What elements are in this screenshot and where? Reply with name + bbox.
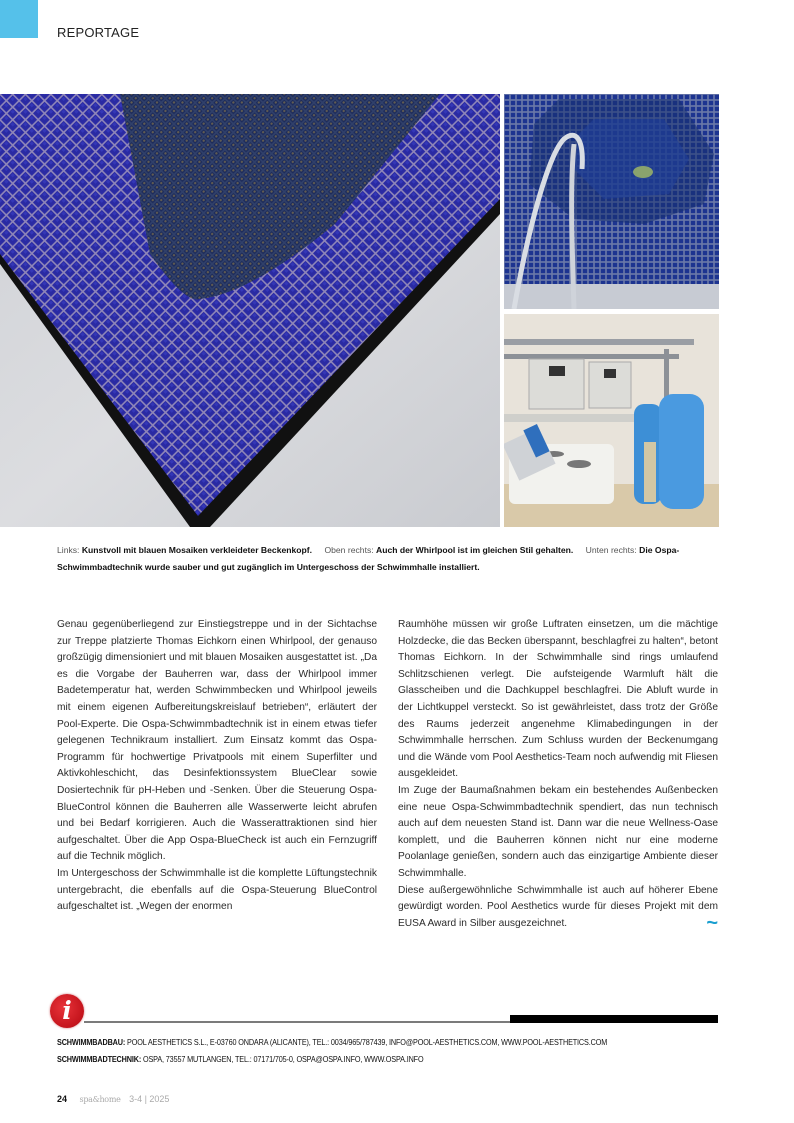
photo-caption (57, 542, 719, 576)
info-line-schwimmbadtechnik (57, 1051, 708, 1068)
article-paragraph: Im Untergeschoss der Schwimmhalle ist die komplette Lüftungstechnik untergebracht, die ebenfalls auf die Ospa-Steuerung BlueControl aufgeschaltet ist. „Wegen der enormen (57, 867, 377, 913)
caption-text-bottom-right: Die Ospa-Schwimmbadtechnik wurde sauber und gut zugänglich im Untergeschoss der Schwimmhalle installiert. (57, 545, 680, 572)
info-icon: i (50, 994, 84, 1028)
issue-info: 3-4 | 2025 (129, 1094, 170, 1104)
section-color-tab (0, 0, 38, 38)
article-column-left (57, 617, 377, 916)
photo-technical-room (504, 314, 719, 527)
end-of-article-tilde-icon: ~ (706, 911, 718, 934)
article-paragraph: Im Zuge der Baumaßnahmen bekam ein bestehendes Außenbecken eine neue Ospa-Schwimmbadtechnik spendiert, das nun technisch auch auf dem neuesten Stand ist. Dann war die neue Wellness-Oase komplett, und die Bauherren können nicht nur eine moderne Poolanlage genießen, sondern auch das einzigartige Ambiente dieser Schwimmhalle. (398, 784, 718, 879)
article-paragraph: Genau gegenüberliegend zur Einstiegstreppe und in der Sichtachse zur Treppe platzierte Thomas Eichkorn einen Whirlpool, der genauso großzügig dimensioniert und mit blauen Mosaiken ausgestattet ist. „Da es die Vorgabe der Bauherren war, dass der Whirlpool immer Badetemperatur hat, werden Schwimmbecken und Whirlpool jeweils mit einem eigenen Aufbereitungskreislauf betrieben“, erläutert der Pool-Experte. Die Ospa-Schwimmbadtechnik ist in einem etwas tiefer gelegenen Technikraum installiert. Zum Einsatz kommt das Ospa-Programm für hochwertige Privatpools mit einem Superfilter und Aktivkohleschicht, das Desinfektionssystem BlueClear sowie Dosiertechnik für pH-Heben und -Senken. Über die Steuerung Ospa-BlueControl können die Bauherren alle Wasserwerte leicht abrufen und bei Bedarf korrigieren. Auch die Wasserattraktionen sind hier aufgeschaltet. Über die App Ospa-BlueCheck ist auch ein Fernzugriff auf die Technik möglich. (57, 619, 377, 863)
page-footer (57, 1094, 169, 1104)
article-paragraph-text: Diese außergewöhnliche Schwimmhalle ist auch auf höherer Ebene gewürdigt worden. Pool Aesthetics wurde für dieses Projekt mit dem EUSA Award in Silber ausgezeichnet. (398, 884, 718, 929)
caption-text-top-right: Auch der Whirlpool ist im gleichen Stil gehalten. (376, 545, 574, 555)
info-contacts (57, 1034, 708, 1068)
article-column-right (398, 617, 718, 932)
caption-text-left: Kunstvoll mit blauen Mosaiken verkleideter Beckenkopf. (81, 545, 313, 555)
caption-label-bottom-right: Unten rechts: (585, 545, 637, 555)
info-line-schwimmbadbau (57, 1034, 708, 1051)
photo-pool-edge-mosaic (0, 94, 500, 527)
magazine-name: spa&home (79, 1095, 121, 1104)
caption-label-top-right: Oben rechts: (324, 545, 374, 555)
section-label: REPORTAGE (57, 25, 140, 40)
info-black-bar (510, 1015, 718, 1023)
info-value: OSPA, 73557 MUTLANGEN, TEL.: 07171/705-0, OSPA@OSPA.INFO, WWW.OSPA.INFO (142, 1055, 424, 1064)
caption-label-left: Links: (57, 545, 80, 555)
article-paragraph: Raumhöhe müssen wir große Luftraten einsetzen, um die mächtige Holzdecke, die das Becken überspannt, beschlagfrei zu halten“, betont Thomas Eichkorn. In der Schwimmhalle sind rings umlaufend Schlitzschienen verlegt. Die aufsteigende Warmluft hält die Glasscheiben und die Dachkuppel beschlagfrei. Die Abluft wurde in der Lichtkuppel versteckt. So ist gewährleistet, dass trotz der Größe des Raums jederzeit angenehme Klimabedingungen in der Schwimmhalle herrschen. Zum Schluss wurden der Beckenumgang und die Wände vom Pool Aesthetics-Team noch aufwendig mit Fliesen ausgekleidet. (398, 619, 718, 780)
info-value: POOL AESTHETICS S.L., E-03760 ONDARA (ALICANTE), TEL.: 0034/965/787439, INFO@POOL-AESTHETICS.COM, WWW.POOL-AESTHETICS.COM (127, 1038, 608, 1047)
info-label: SCHWIMMBADBAU: (57, 1038, 126, 1047)
info-label: SCHWIMMBADTECHNIK: (57, 1055, 142, 1064)
page-number: 24 (57, 1094, 68, 1104)
photo-whirlpool (504, 94, 719, 309)
article-paragraph-last (398, 883, 718, 933)
